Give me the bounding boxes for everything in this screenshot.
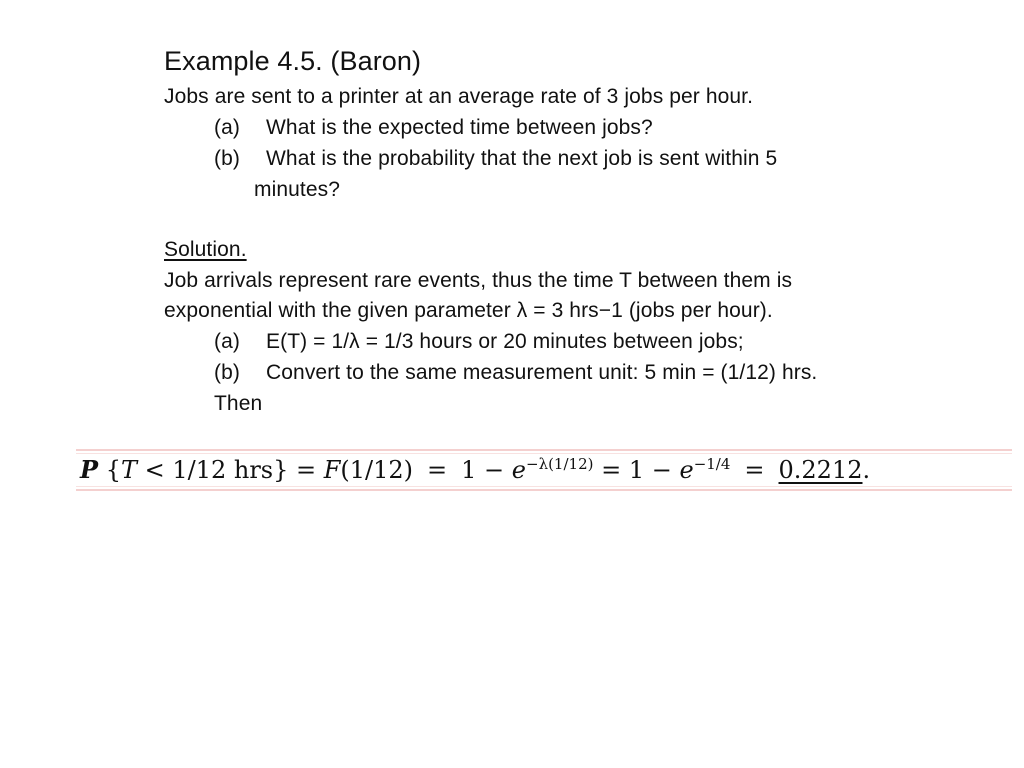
formula-f: F: [323, 456, 341, 484]
problem-part-b: [214, 144, 777, 174]
formula-eq-1: =: [427, 456, 448, 484]
solution-part-b-text: Convert to the same measurement unit: 5 min = (1/12) hrs.: [266, 361, 818, 384]
solution-part-b-continuation: Then: [214, 392, 263, 415]
formula-open-brace: {: [105, 456, 121, 484]
solution-part-b: [214, 358, 817, 388]
problem-part-a-text: What is the expected time between jobs?: [266, 116, 653, 139]
formula-e-2: e: [679, 456, 694, 484]
formula-result: 0.2212: [778, 456, 863, 484]
solution-part-a-label: (a): [214, 330, 240, 353]
formula-eq-2: = 1 −: [593, 456, 680, 484]
solution-line-2: exponential with the given parameter λ = 3 hrs−1 (jobs per hour).: [164, 299, 773, 322]
formula-exponent-2: −1/4: [693, 455, 731, 473]
problem-part-b-continuation: minutes?: [254, 178, 341, 201]
formula-close-brace: } =: [273, 456, 324, 484]
problem-part-a: [214, 113, 653, 143]
solution-part-a-text: E(T) = 1/λ = 1/3 hours or 20 minutes between jobs;: [266, 330, 744, 353]
formula-e-1: e: [511, 456, 526, 484]
problem-part-a-label: (a): [214, 116, 240, 139]
problem-part-b-label: (b): [214, 147, 240, 170]
formula-exponent-1: −λ(1/12): [526, 455, 594, 473]
example-title: Example 4.5. (Baron): [164, 46, 422, 76]
formula-eq-3: =: [744, 456, 765, 484]
formula-f-arg: (1/12): [340, 456, 414, 484]
probability-formula: [80, 450, 870, 493]
problem-statement: Jobs are sent to a printer at an average rate of 3 jobs per hour.: [164, 85, 754, 108]
problem-part-b-text: What is the probability that the next job is sent within 5: [266, 147, 778, 170]
formula-condition: < 1/12 hrs: [136, 456, 274, 484]
formula-p-symbol: P: [80, 455, 99, 484]
solution-part-b-label: (b): [214, 361, 240, 384]
solution-heading: Solution.: [164, 238, 247, 261]
solution-part-a: [214, 327, 744, 357]
solution-line-1: Job arrivals represent rare events, thus the time T between them is: [164, 269, 793, 292]
formula-tail: .: [862, 456, 871, 484]
formula-t: T: [120, 456, 137, 484]
formula-one-minus-1: 1 −: [461, 456, 512, 484]
